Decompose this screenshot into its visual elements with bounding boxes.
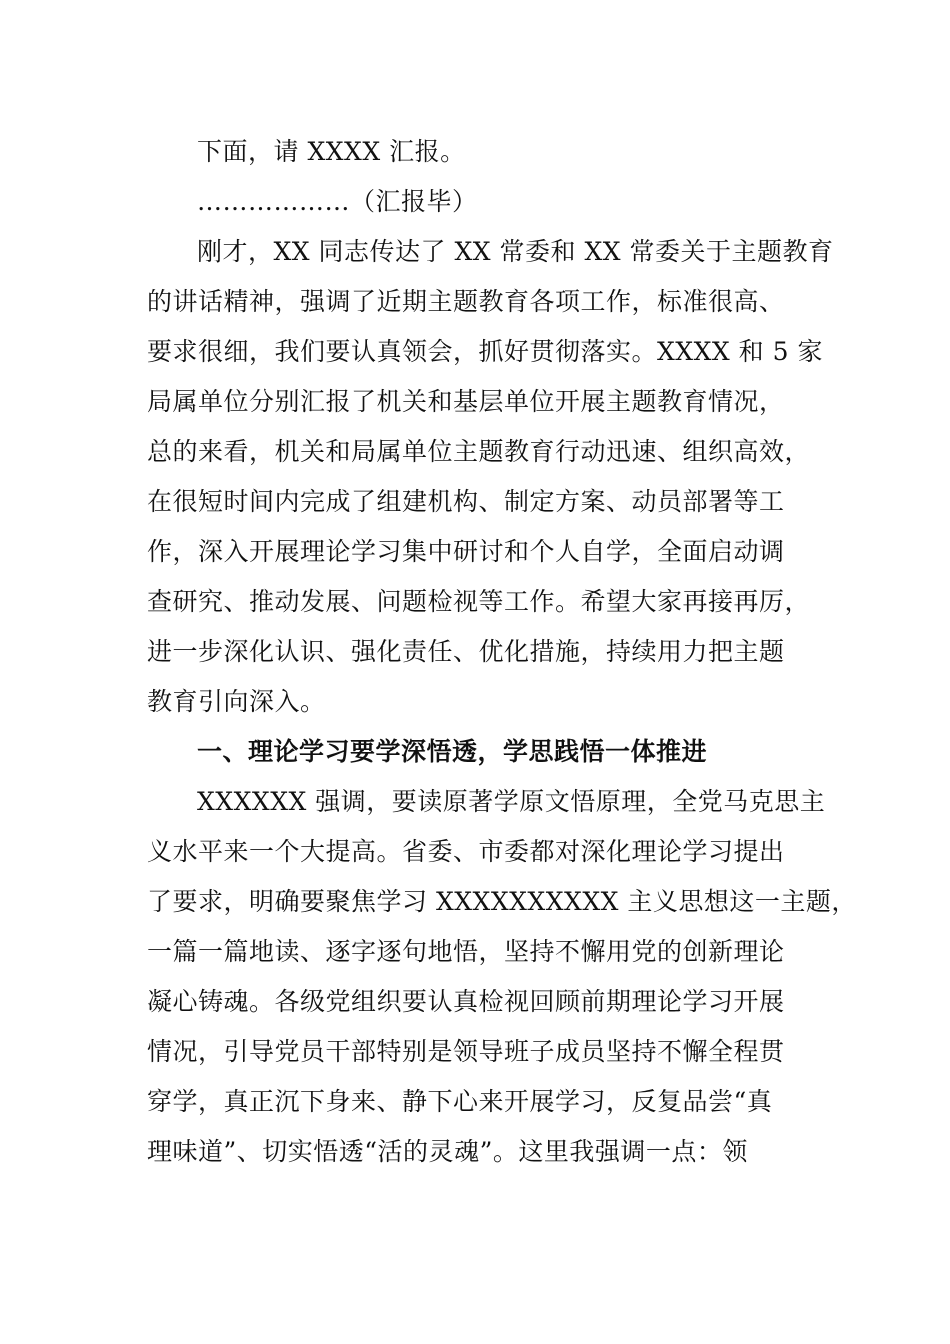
paragraph-line: 局属单位分别汇报了机关和基层单位开展主题教育情况， [147, 387, 785, 416]
paragraph-line: ………………（汇报毕） [197, 187, 478, 216]
paragraph-line: 要求很细，我们要认真领会，抓好贯彻落实。XXXX 和 5 家 [147, 337, 823, 366]
paragraph-line: 进一步深化认识、强化责任、优化措施，持续用力把主题 [147, 637, 785, 666]
paragraph-line: 查研究、推动发展、问题检视等工作。希望大家再接再厉， [147, 587, 811, 616]
paragraph-line: 下面，请 XXXX 汇报。 [197, 137, 466, 166]
paragraph-line: 教育引向深入。 [147, 687, 326, 716]
paragraph-line: 作，深入开展理论学习集中研讨和个人自学，全面启动调 [147, 537, 785, 566]
section-heading: 一、理论学习要学深悟透，学思践悟一体推进 [197, 737, 708, 766]
paragraph-line: 总的来看，机关和局属单位主题教育行动迅速、组织高效， [147, 437, 811, 466]
paragraph-line: 一篇一篇地读、逐字逐句地悟，坚持不懈用党的创新理论 [147, 937, 785, 966]
paragraph-line: 情况，引导党员干部特别是领导班子成员坚持不懈全程贯 [147, 1037, 785, 1066]
paragraph-line: 凝心铸魂。各级党组织要认真检视回顾前期理论学习开展 [147, 987, 785, 1016]
paragraph-line: 在很短时间内完成了组建机构、制定方案、动员部署等工 [147, 487, 785, 516]
paragraph-line: 刚才，XX 同志传达了 XX 常委和 XX 常委关于主题教育 [197, 237, 834, 266]
paragraph-line: 穿学，真正沉下身来、静下心来开展学习，反复品尝“真 [147, 1087, 773, 1116]
paragraph-line: 义水平来一个大提高。省委、市委都对深化理论学习提出 [147, 837, 785, 866]
paragraph-line: XXXXXX 强调，要读原著学原文悟原理，全党马克思主 [197, 787, 826, 816]
paragraph-line: 了要求，明确要聚焦学习 XXXXXXXXXX 主义思想这一主题， [147, 887, 857, 916]
paragraph-line: 的讲话精神，强调了近期主题教育各项工作，标准很高、 [147, 287, 785, 316]
paragraph-line: 理味道”、切实悟透“活的灵魂”。这里我强调一点：领 [147, 1137, 748, 1166]
